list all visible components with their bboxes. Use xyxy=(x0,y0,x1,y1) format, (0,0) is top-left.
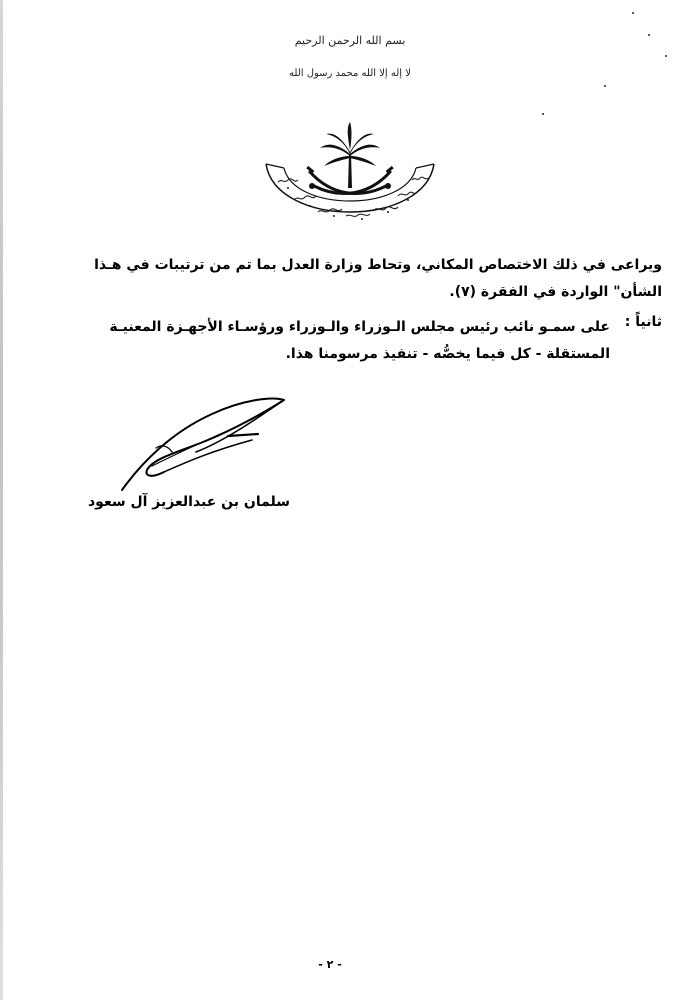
paragraph-line: المستقلة - كل فيما يخصُّه - تنفيذ مرسومنا هذا. xyxy=(285,346,610,362)
paragraph-second-item xyxy=(55,314,610,368)
item-label-second: ثانياً : xyxy=(624,314,662,330)
page-number: - ٢ - xyxy=(318,958,342,971)
signer-name: سلمان بن عبدالعزيز آل سعود xyxy=(87,494,290,510)
paragraph-continuation xyxy=(62,252,662,306)
scan-speck xyxy=(604,85,606,87)
paragraph-line: ويراعى في ذلك الاختصاص المكاني، وتحاط وزارة العدل بما تم من ترتيبات في هـذا xyxy=(94,257,662,273)
shahada-calligraphy: لا إله إلا الله محمد رسول الله xyxy=(289,68,411,79)
paragraph-line: على سمـو نائب رئيس مجلس الـوزراء والـوزراء ورؤسـاء الأجهـزة المعنيـة xyxy=(109,319,610,335)
paragraph-line: الشأن" الواردة في الفقرة (٧). xyxy=(449,284,662,300)
scan-speck xyxy=(632,12,634,14)
scan-speck xyxy=(542,113,544,115)
handwritten-signature xyxy=(112,392,288,494)
letterhead xyxy=(240,28,460,248)
saudi-emblem-icon xyxy=(258,120,442,250)
scan-edge xyxy=(0,0,3,1000)
basmala-calligraphy: بسم الله الرحمن الرحيم xyxy=(294,34,406,47)
scan-speck xyxy=(665,55,667,57)
scan-speck xyxy=(648,34,650,36)
